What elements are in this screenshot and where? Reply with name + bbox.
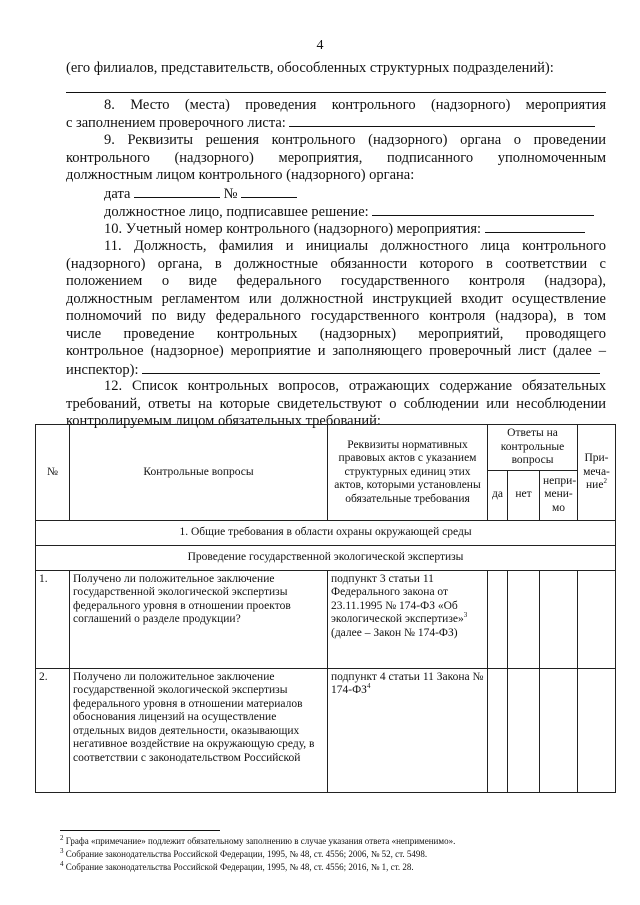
item10-line1	[66, 220, 606, 238]
row-number: 2.	[36, 668, 70, 792]
intro-line: (его филиалов, представительств, обособленных структурных подразделений):	[66, 60, 554, 76]
footnote-text: Собрание законодательства Российской Федерации, 1995, № 48, ст. 4556; 2006, № 52, ст. 5498.	[63, 849, 428, 859]
item11-line7: контрольное (надзорное) мероприятие и заполняющего проверочный лист (далее –	[66, 343, 606, 359]
footnote-number: 2	[60, 834, 64, 842]
item11-last	[66, 361, 606, 379]
footnote-divider	[60, 830, 220, 831]
item8-label: с заполнением проверочного листа:	[66, 115, 286, 131]
footnote-text: Собрание законодательства Российской Федерации, 1995, № 48, ст. 4556; 2016, № 1, ст. 28.	[63, 862, 414, 872]
answer-yes-cell[interactable]	[488, 570, 508, 668]
item9-date-row	[66, 185, 606, 203]
date-label: дата	[104, 186, 131, 202]
footnote	[60, 836, 455, 847]
official-label: должностное лицо, подписавшее решение:	[104, 204, 369, 220]
answer-na-cell[interactable]	[540, 570, 578, 668]
col-answers-header: Ответы на контрольные вопросы	[488, 425, 578, 471]
table-row	[36, 570, 616, 668]
note-cell[interactable]	[578, 668, 616, 792]
footnote-ref: 3	[463, 611, 468, 620]
item12-line2: требований, ответы на которые свидетельствуют о соблюдении или несоблюдении	[66, 396, 606, 412]
requisite-text: подпункт 3 статьи 11 Федерального закона от 23.11.1995 № 174-ФЗ «Об экологической экспертизе»	[331, 572, 464, 625]
footnote-ref: 4	[366, 682, 371, 691]
item8-line1: 8. Место (места) проведения контрольного (надзорного) мероприятия	[104, 97, 606, 113]
inspector-label: инспектор):	[66, 362, 139, 378]
note-header-label: При-меча-ние	[583, 452, 610, 491]
record-number-fill-line	[485, 220, 585, 233]
item8-line2	[66, 114, 606, 132]
note-cell[interactable]	[578, 570, 616, 668]
official-fill-line	[372, 203, 594, 216]
footnote-number: 3	[60, 847, 64, 855]
requisite-tail: (далее – Закон № 174-ФЗ)	[331, 626, 458, 639]
requisite-cell	[328, 570, 488, 668]
section-row	[36, 520, 616, 545]
date-fill-line	[134, 185, 220, 198]
footnote-text: Графа «примечание» подлежит обязательному заполнению в случае указания ответа «неприменимо».	[63, 836, 456, 846]
col-requisites-header: Реквизиты нормативных правовых актов с указанием структурных единиц этих актов, которыми установлены обязательные требования	[328, 425, 488, 521]
item12-line1: 12. Список контрольных вопросов, отражающих содержание обязательных	[104, 378, 606, 394]
inspector-fill-line	[142, 361, 600, 374]
subsection-row	[36, 545, 616, 570]
footnote	[60, 849, 427, 860]
question-cell: Получено ли положительное заключение государственной экологической экспертизы федерального уровня в отношении материалов обоснования лицензий на осуществление отдельных видов деятельности, оказывающих негативное воздействие на окружающую среду, в соответствии с законодательством Российской	[70, 668, 328, 792]
place-fill-line	[289, 114, 595, 127]
col-na-header: непри-мени-мо	[540, 470, 578, 520]
item12-last: контролируемым лицом обязательных требований:	[66, 413, 381, 429]
footnote-number: 4	[60, 860, 64, 868]
footnote	[60, 862, 414, 873]
question-cell: Получено ли положительное заключение государственной экологической экспертизы федерального уровня в отношении проектов соглашений о разделе продукции?	[70, 570, 328, 668]
item11-line3: положением о виде федерального государственного контроля (надзора),	[66, 273, 606, 289]
item10-label: 10. Учетный номер контрольного (надзорного) мероприятия:	[104, 221, 482, 237]
table-header-row	[36, 425, 616, 471]
fill-line	[66, 92, 606, 93]
number-label: №	[223, 186, 238, 202]
number-fill-line	[241, 185, 297, 198]
item11-line4: должностным регламентом или должностной инструкцией входит осуществление	[66, 291, 606, 307]
item11-line5: полномочий по виду федерального государственного контроля (надзора), в том	[66, 308, 606, 324]
col-questions-header: Контрольные вопросы	[70, 425, 328, 521]
col-note-header	[578, 425, 616, 521]
col-number-header: №	[36, 425, 70, 521]
item11-line2: (надзорного) органа, в должностные обязанности которого в соответствии с	[66, 256, 606, 272]
item9-official-row	[66, 203, 606, 221]
row-number: 1.	[36, 570, 70, 668]
answer-no-cell[interactable]	[508, 668, 540, 792]
requisite-text: подпункт 4 статьи 11 Закона № 174-ФЗ	[331, 670, 484, 696]
table-row	[36, 668, 616, 792]
note-footnote-ref: 2	[603, 477, 607, 486]
item9-line2: контрольного (надзорного) мероприятия, подписанного уполномоченным	[66, 150, 606, 166]
subsection-title: Проведение государственной экологической экспертизы	[36, 545, 616, 570]
col-no-header: нет	[508, 470, 540, 520]
item9-line3: должностным лицом контрольного (надзорного) органа:	[66, 167, 415, 183]
requisite-cell	[328, 668, 488, 792]
section-title: 1. Общие требования в области охраны окружающей среды	[36, 520, 616, 545]
item11-line6: числе проведение контрольных (надзорных) мероприятий, проводящего	[66, 326, 606, 342]
answer-yes-cell[interactable]	[488, 668, 508, 792]
item11-line1: 11. Должность, фамилия и инициалы должностного лица контрольного	[104, 238, 606, 254]
checklist-table	[35, 424, 616, 793]
answer-no-cell[interactable]	[508, 570, 540, 668]
col-yes-header: да	[488, 470, 508, 520]
answer-na-cell[interactable]	[540, 668, 578, 792]
item9-line1: 9. Реквизиты решения контрольного (надзорного) органа о проведении	[104, 132, 606, 148]
page-number: 4	[316, 38, 324, 53]
